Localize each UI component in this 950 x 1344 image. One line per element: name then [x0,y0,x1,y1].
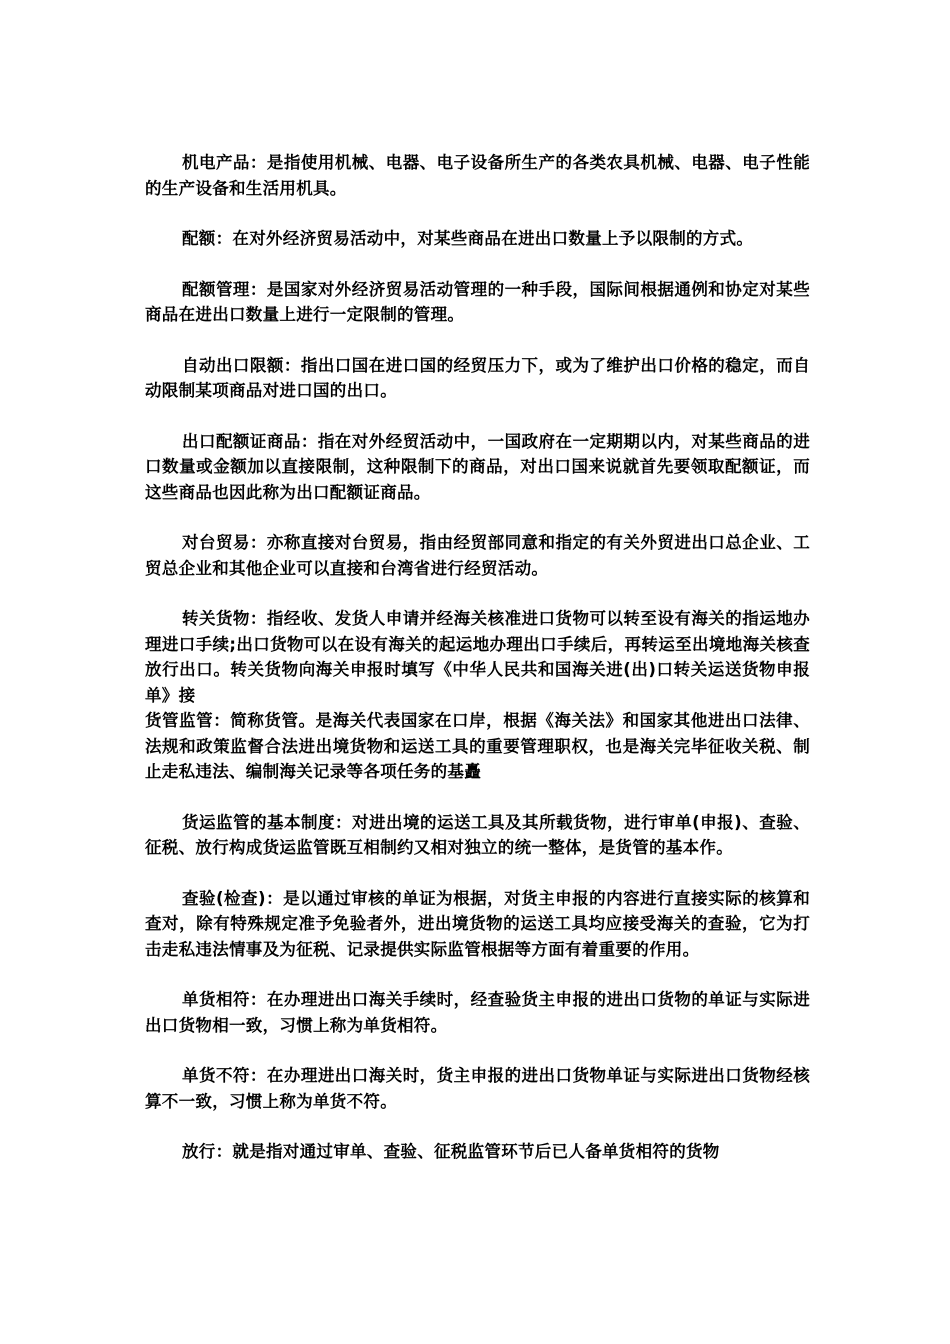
paragraph-release: 放行：就是指对通过审单、查验、征税监管环节后已人备单货相符的货物 [182,1142,720,1161]
paragraph-taiwan-trade: 对台贸易：亦称直接对台贸易，指由经贸部同意和指定的有关外贸进出口总企业、工贸总企业和其他企业可以直接和台湾省进行经贸活动。 [145,533,810,578]
paragraph-transit-goods: 转关货物：指经收、发货人申请并经海关核准进口货物可以转至设有海关的指运地办理进口手续;出口货物可以在设有海关的起运地办理出口手续后，再转运至出境地海关核查放行出口。转关货物向海关申报时填写《中华人民共和国海关进(出)口转关运送货物申报单》接 [145,609,810,705]
paragraph-quota-management: 配额管理：是国家对外经济贸易活动管理的一种手段，国际间根据通例和协定对某些商品在进出口数量上进行一定限制的管理。 [145,279,810,324]
paragraph-inspection: 查验(检查)：是以通过审核的单证为根据，对货主申报的内容进行直接实际的核算和查对，除有特殊规定准予免验者外，进出境货物的运送工具均应接受海关的查验，它为打击走私违法情事及为征税、记录提供实际监管根据等方面有着重要的作用。 [145,888,810,959]
document-body [145,150,810,1165]
paragraph-cargo-supervision-system: 货运监管的基本制度：对进出境的运送工具及其所载货物，进行审单(申报)、查验、征税、放行构成货运监管既互相制约又相对独立的统一整体，是货管的基本作。 [145,812,810,857]
paragraph-goods-match: 单货相符：在办理进出口海关手续时，经查验货主申报的进出口货物的单证与实际进出口货物相一致，习惯上称为单货相符。 [145,990,810,1035]
paragraph-quota: 配额：在对外经济贸易活动中，对某些商品在进出口数量上予以限制的方式。 [182,229,754,248]
paragraph-mechanical-products: 机电产品：是指使用机械、电器、电子设备所生产的各类农具机械、电器、电子性能的生产设备和生活用机具。 [145,153,810,198]
paragraph-goods-mismatch: 单货不符：在办理进出口海关时，货主申报的进出口货物单证与实际进出口货物经核算不一致，习惯上称为单货不符。 [145,1066,810,1111]
paragraph-export-quota-goods: 出口配额证商品：指在对外经贸活动中，一国政府在一定期期以内，对某些商品的进口数量或金额加以直接限制，这种限制下的商品，对出口国来说就首先要领取配额证，而这些商品也因此称为出口配额证商品。 [145,431,810,502]
paragraph-voluntary-export-restraint: 自动出口限额：指出口国在进口国的经贸压力下，或为了维护出口价格的稳定，而自动限制某项商品对进口国的出口。 [145,355,810,400]
paragraph-goods-supervision: 货管监管：简称货管。是海关代表国家在口岸，根据《海关法》和国家其他进出口法律、法规和政策监督合法进出境货物和运送工具的重要管理职权，也是海关完毕征收关税、制止走私违法、编制海关记录等各项任务的基矗 [145,711,810,781]
